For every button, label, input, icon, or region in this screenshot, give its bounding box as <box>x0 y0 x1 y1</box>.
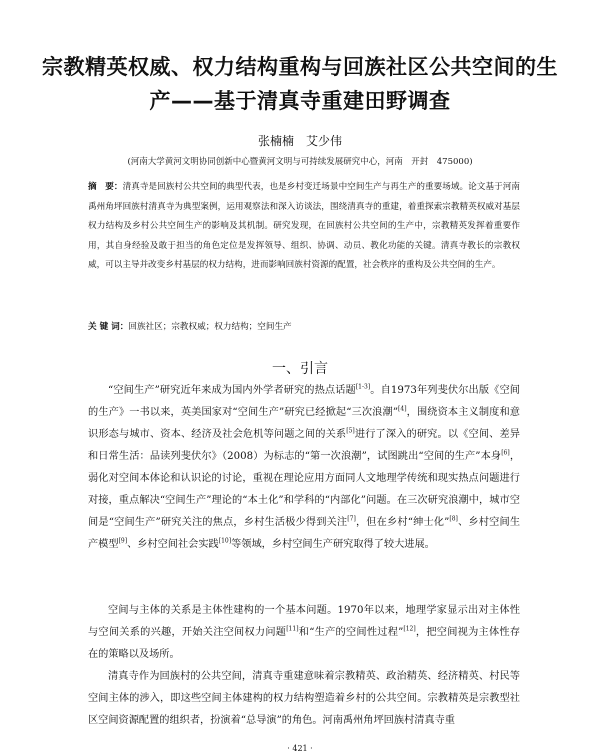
keywords-label: 关 键 词： <box>88 322 129 332</box>
body-paragraph <box>88 380 520 556</box>
citation-ref: [6] <box>501 449 510 457</box>
abstract <box>88 178 520 276</box>
paragraph-text: ，把空间视为主体性存在的策略以及场所。 <box>88 627 521 660</box>
page-number: · 421 · <box>287 744 313 753</box>
paragraph-text: ，围绕资本主义制度和意识形态与城市、资本、经济及社会危机等问题之间的关系 <box>88 407 520 440</box>
paragraph-text: 清真寺作为回族村的公共空间，清真寺重建意味着宗教精英、政治精英、经济精英、村民等空间主体的涉入，即这些空间主体建构的权力结构塑造着乡村的公共空间。宗教精英是宗教型社区空间资源配置的组织者，扮演着“总导演”的角色。河南禹州角坪回族村清真寺重 <box>88 671 520 726</box>
citation-ref: [10] <box>218 537 232 545</box>
paper-title: 宗教精英权威、权力结构重构与回族社区公共空间的生产——基于清真寺重建田野调查 <box>42 55 558 113</box>
paragraph-text: 。自1973年列斐伏尔出版《空间的生产》一书以来，英美国家对“空间生产”研究已经掀起“三次浪潮” <box>88 385 520 418</box>
keywords <box>88 320 520 332</box>
citation-ref: [8] <box>449 515 458 523</box>
citation-ref: [1-3] <box>355 383 371 391</box>
paragraph-text: 、乡村空间生产模型 <box>88 517 521 550</box>
abstract-text: 清真寺是回族村公共空间的典型代表，也是乡村变迁场景中空间生产与再生产的重要场域。论文基于河南禹州角坪回族村清真寺为典型案例，运用观察法和深入访谈法，围绕清真寺的重建，着重探索宗教精英权威对基层权力结构及乡村公共空间生产的影响及其机制。研究发现，在回族村公共空间的生产中，宗教精英发挥着重要作用，其自身经验及敢于担当的角色定位是发挥领导、组织、协调、动员、教化功能的关键。清真寺教长的宗教权威，可以主导并改变乡村基层的权力结构，进而影响回族村资源的配置，社会秩序的重构及公共空间的生产。 <box>88 182 520 271</box>
citation-ref: [11] <box>286 625 299 633</box>
paragraph-text: 空间与主体的关系是主体性建构的一个基本问题。1970年以来，地理学家显示出对主体性与空间关系的兴趣，开始关注空间权力问题 <box>88 605 520 638</box>
paragraph-text: 等领域，乡村空间生产研究取得了较大进展。 <box>231 539 435 550</box>
citation-ref: [5] <box>346 427 355 435</box>
paragraph-text: 和“生产的空间性过程” <box>298 627 404 638</box>
paragraph-text: 进行了深入的研究。以《空间、差异和日常生活：品读列斐伏尔》（2008）为标志的“第一次浪潮”，试图跳出“空间的生产”本身 <box>88 429 521 462</box>
author-list: 张楠楠 艾少伟 <box>257 134 342 148</box>
paragraph-text: ，但在乡村“绅士化” <box>355 517 450 528</box>
citation-ref: [4] <box>398 405 407 413</box>
body-paragraph <box>88 600 520 666</box>
paragraph-text: ，弱化对空间本体论和认识论的讨论，重视在理论应用方面同人文地理学传统和现实热点问题进行对接，重点解决“空间生产”理论的“本土化”和学科的“内部化”问题。在三次研究浪潮中，城市空间是“空间生产”研究关注的焦点，乡村生活极少得到关注 <box>88 451 521 528</box>
affiliation: (河南大学黄河文明协同创新中心暨黄河文明与可持续发展研究中心，河南 开封 475000) <box>127 157 473 167</box>
citation-ref: [7] <box>347 515 356 523</box>
abstract-label: 摘 要： <box>88 182 123 192</box>
body-paragraph <box>88 666 520 732</box>
section-heading: 一、引言 <box>272 361 328 377</box>
paragraph-text: 、乡村空间社会实践 <box>127 539 219 550</box>
keywords-text: 回族社区；宗教权威；权力结构；空间生产 <box>128 322 292 332</box>
paragraph-text: “空间生产”研究近年来成为国内外学者研究的热点话题 <box>108 385 356 396</box>
citation-ref: [9] <box>118 537 128 545</box>
citation-ref: [12] <box>403 625 416 633</box>
